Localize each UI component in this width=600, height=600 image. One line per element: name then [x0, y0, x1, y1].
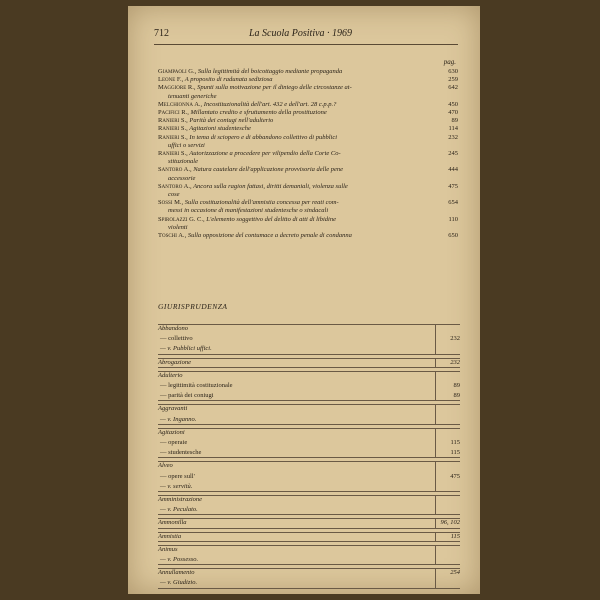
- author-entry: [158, 117, 458, 125]
- article-title: , L'elemento soggettivo del delitto di atti di libidine: [202, 215, 336, 223]
- entry-text: Adulterio: [158, 371, 183, 379]
- entry-line: [158, 371, 460, 381]
- page-number: 712: [154, 28, 169, 39]
- article-title: , A proposito di radunata sediziosa: [181, 76, 273, 84]
- author-name: Santoro A.: [158, 166, 190, 174]
- article-page: 114: [448, 125, 458, 133]
- index-entry: [158, 461, 460, 492]
- entry-text: — v. Peculato.: [160, 506, 198, 514]
- entry-page: 475: [450, 472, 460, 480]
- journal-title: La Scuola Positiva · 1969: [249, 28, 353, 39]
- article-title-continued: accessorie: [168, 174, 196, 182]
- book-page: [128, 6, 480, 594]
- author-name: Spirolazzi G. C.: [158, 215, 203, 223]
- entry-text: Animus: [158, 545, 178, 553]
- author-name: Sossi M.: [158, 199, 182, 207]
- article-page: 232: [448, 133, 458, 141]
- entry-line: [158, 428, 460, 438]
- article-page: 630: [448, 68, 458, 75]
- index-entry: [158, 358, 460, 368]
- entry-page: 232: [450, 335, 460, 343]
- article-page: 470: [448, 109, 458, 117]
- entry-rule-bottom: [158, 400, 460, 401]
- index-entry: [158, 324, 460, 355]
- article-page: 110: [448, 215, 458, 223]
- entry-text: — studentesche: [160, 449, 202, 457]
- entry-text: — v. Giudizio.: [160, 579, 198, 587]
- author-entry: [158, 183, 458, 199]
- article-title: , Ancora sulla ragion fattasi, diritti demaniali, violenza sulle: [189, 182, 348, 190]
- article-title-continued: cose: [168, 191, 180, 199]
- index-entry: [158, 545, 460, 565]
- entry-text: Abbandono: [158, 325, 188, 332]
- entry-page: 89: [453, 382, 460, 390]
- entry-page: 115: [450, 449, 460, 457]
- entry-page: 89: [453, 392, 460, 400]
- entry-page: 232: [450, 358, 460, 366]
- page-column-rule: [435, 428, 436, 438]
- author-name: Ranieri S.: [158, 150, 187, 158]
- author-entry: [158, 68, 458, 76]
- entry-rule-bottom: [158, 514, 460, 515]
- entry-page: 254: [450, 569, 460, 577]
- entry-page: 115: [450, 532, 460, 540]
- page-column-rule: [435, 438, 436, 448]
- article-title: , Natura cautelare dell'applicazione provvisoria delle pene: [189, 166, 344, 174]
- entry-text: — operaie: [160, 439, 188, 447]
- article-title: , Parità dei coniugi nell'adulterio: [186, 117, 274, 125]
- page-header: [154, 28, 460, 42]
- entry-rule-bottom: [158, 424, 460, 425]
- entry-text: Ammonilla: [158, 519, 187, 527]
- article-page: 245: [448, 150, 458, 158]
- page-column-rule: [435, 461, 436, 471]
- author-name: Ranieri S.: [158, 117, 187, 125]
- entry-page: 96, 102: [440, 519, 460, 527]
- entry-rule-bottom: [158, 588, 460, 589]
- author-entry: [158, 84, 458, 100]
- entry-text: Abrogazione: [158, 358, 191, 366]
- entry-text: Alveo: [158, 462, 173, 470]
- author-name: Giampaoli G.: [158, 68, 195, 75]
- author-name: Melchionna A.: [158, 100, 201, 108]
- entry-line: [158, 324, 460, 334]
- entry-text: Amministrazione: [158, 496, 203, 504]
- entry-text: — v. Inganno.: [160, 415, 197, 423]
- author-entry: [158, 166, 458, 182]
- article-page: 259: [448, 76, 458, 84]
- author-name: Pacifici R.: [158, 109, 188, 117]
- article-title: , Millantato credito e sfruttamento della prostituzione: [187, 109, 327, 117]
- author-entry: [158, 109, 458, 117]
- entry-text: — opere sull': [160, 472, 195, 480]
- entry-rule-bottom: [158, 491, 460, 492]
- article-title: , Sulla legittimità del boicottaggio mediante propaganda: [194, 68, 343, 75]
- article-page: 475: [448, 182, 458, 190]
- article-title: , Sulla opposizione del contumace a decreto penale di condanna: [184, 232, 352, 240]
- entry-text: — v. servitù.: [160, 482, 193, 490]
- author-name: Leone F.: [158, 76, 182, 84]
- article-title-continued: violenti: [168, 223, 188, 231]
- entry-text: Annullamento: [158, 569, 195, 577]
- index-entry: [158, 568, 460, 588]
- entry-line: [158, 568, 460, 578]
- author-entry: [158, 76, 458, 84]
- page-column-rule: [435, 324, 436, 334]
- entry-text: — v. Pubblici uffici.: [160, 345, 212, 353]
- entry-page: 115: [450, 439, 460, 447]
- entry-rule-bottom: [158, 367, 460, 368]
- author-entry: [158, 125, 458, 133]
- article-title: , Sulla costituzionalità dell'amnistia concessa per reati com-: [181, 199, 339, 207]
- entry-line: [158, 381, 460, 391]
- article-title: , Autorizzazione a procedere per vilipendio della Corte Co-: [186, 150, 341, 158]
- entry-text: — collettivo: [160, 335, 193, 343]
- section-title: GIURISPRUDENZA: [158, 302, 228, 311]
- page-column-rule: [435, 472, 436, 482]
- entry-line: [158, 404, 460, 414]
- article-page: 642: [448, 84, 458, 92]
- entry-rule-bottom: [158, 354, 460, 355]
- authors-index: [158, 68, 458, 240]
- author-name: Santoro A.: [158, 182, 190, 190]
- entry-rule-bottom: [158, 457, 460, 458]
- article-title-continued: stituzionale: [168, 158, 198, 166]
- header-rule: [154, 44, 458, 45]
- article-page: 654: [448, 199, 458, 207]
- article-title: , Agitazioni studentesche: [186, 125, 251, 133]
- entry-line: [158, 472, 460, 482]
- entry-text: — v. Possesso.: [160, 556, 199, 564]
- entry-rule-bottom: [158, 528, 460, 529]
- page-column-rule: [435, 545, 436, 555]
- page-column-rule: [435, 371, 436, 381]
- article-page: 450: [448, 100, 458, 108]
- entry-text: — legittimità costituzionale: [160, 382, 233, 390]
- article-title-continued: uffici o servizi: [168, 141, 205, 149]
- author-entry: [158, 199, 458, 215]
- entry-line: [158, 545, 460, 555]
- pag-column-label: pag.: [443, 58, 456, 66]
- author-entry: [158, 101, 458, 109]
- author-name: Toschi A.: [158, 232, 185, 240]
- article-page: 89: [451, 117, 458, 125]
- page-column-rule: [435, 568, 436, 578]
- entry-line: [158, 438, 460, 448]
- article-page: 444: [448, 166, 458, 174]
- page-column-rule: [435, 334, 436, 344]
- article-title: , In tema di sciopero e di abbandono collettivo di pubblici: [186, 133, 338, 141]
- index-entry: [158, 495, 460, 515]
- index-entry: [158, 518, 460, 528]
- article-title-continued: messi in occasione di manifestazioni studentesche o sindacali: [168, 207, 329, 215]
- entry-line: [158, 334, 460, 344]
- giurisprudenza-index: [158, 324, 460, 592]
- entry-text: Agitazioni: [158, 428, 185, 436]
- entry-line: [158, 461, 460, 471]
- article-title: , Incostituzionalità dell'art. 432 e dell'art. 28 c.p.p.?: [200, 100, 337, 108]
- article-page: 650: [448, 232, 458, 240]
- index-entry: [158, 428, 460, 459]
- index-entry: [158, 404, 460, 424]
- index-entry: [158, 532, 460, 542]
- author-entry: [158, 216, 458, 232]
- author-entry: [158, 134, 458, 150]
- author-entry: [158, 232, 458, 240]
- entry-text: Aggravanti: [158, 405, 188, 413]
- author-name: Maggiore R.: [158, 84, 194, 92]
- article-title: , Spunti sulla motivazione per il diniego delle circostanze at-: [193, 84, 352, 92]
- entry-text: — parità dei coniugi: [160, 392, 214, 400]
- entry-line: [158, 495, 460, 505]
- page-column-rule: [435, 404, 436, 414]
- entry-text: Amnistia: [158, 532, 182, 540]
- author-name: Ranieri S.: [158, 133, 187, 141]
- page-column-rule: [435, 381, 436, 391]
- article-title-continued: tenuanti generiche: [168, 92, 217, 100]
- page-column-rule: [435, 495, 436, 505]
- author-entry: [158, 150, 458, 166]
- author-name: Ranieri S.: [158, 125, 187, 133]
- entry-rule-bottom: [158, 541, 460, 542]
- entry-rule-bottom: [158, 564, 460, 565]
- index-entry: [158, 371, 460, 402]
